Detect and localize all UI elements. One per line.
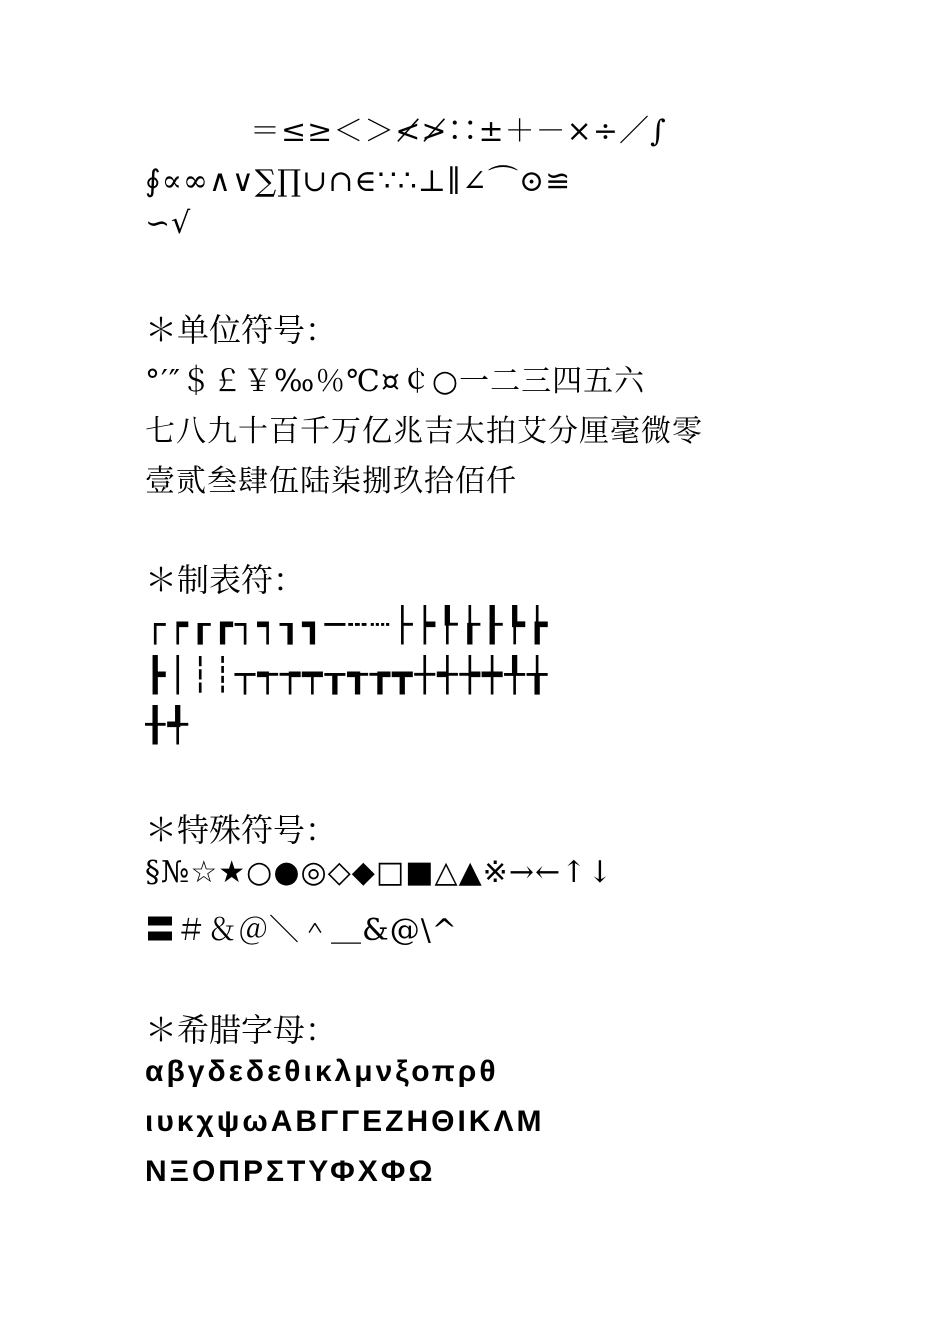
special-symbols-line-2: 〓＃＆＠＼＾＿&@\^ [145,913,458,948]
greek-letters-line-3: ΝΞΟΠΡΣΤΥΦΧΦΩ [145,1155,436,1188]
special-symbols-line-1: §№☆★○●◎◇◆□■△▲※→←↑↓ [145,855,614,890]
special-symbols-heading: ＊特殊符号： [145,811,338,849]
table-symbols-heading: ＊制表符： [145,561,306,599]
greek-letters-line-1: αβγδεδεθικλμνξοπρθ [145,1055,499,1088]
math-symbols-line-1: ＝≤≥＜＞≮≯∷±＋－×÷／∫ [250,114,667,149]
unit-symbols-line-2: 七八九十百千万亿兆吉太拍艾分厘毫微零 [145,414,703,449]
table-symbols-line-1: ┌┍┎┏┐┑┒┓─┄┈├┝┞┟┠┡┢ [145,605,550,645]
greek-letters-line-2: ιυκχψωΑΒΓΓΕΖΗΘΙΚΛΜ [145,1105,545,1138]
unit-symbols-line-3: 壹贰叁肆伍陆柒捌玖拾佰仟 [145,464,517,499]
unit-symbols-heading: ＊单位符号： [145,311,338,349]
greek-letters-heading: ＊希腊字母： [145,1011,338,1049]
math-symbols-line-3: ∽√ [145,206,192,241]
table-symbols-line-3: ╂╃ [145,705,190,745]
unit-symbols-line-1: °′″＄￡￥‰％℃¤￠○一二三四五六 [145,364,646,399]
math-symbols-line-2: ∮∝∞∧∨∑∏∪∩∈∵∴⊥∥∠⌒⊙≌ [145,164,572,199]
table-symbols-line-2: ┣│┆┊┬┭┮┯┰┱┲┳┼┽┾┿╀╁ [145,655,550,695]
